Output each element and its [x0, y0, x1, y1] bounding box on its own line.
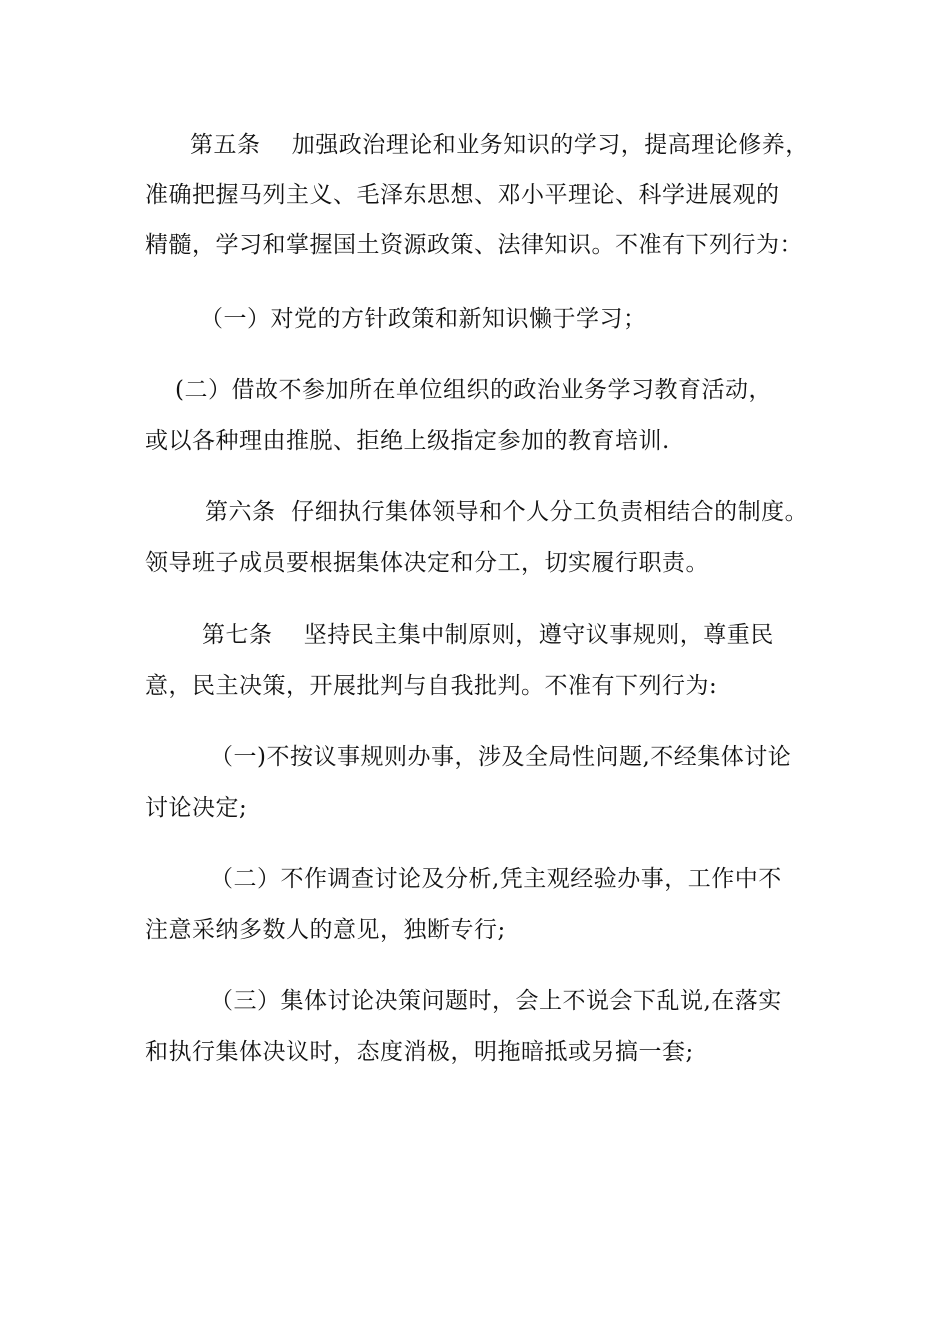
article-7-item-3-line-1: （三）集体讨论决策问题时，会上不说会下乱说,在落实 [210, 988, 782, 1014]
article-5-line-3: 精髓，学习和掌握国土资源政策、法律知识。不准有下列行为： [145, 232, 803, 258]
article-5-line-2: 准确把握马列主义、毛泽东思想、邓小平理论、科学进展观的 [145, 182, 780, 208]
article-7-item-3-line-2: 和执行集体决议时，态度消极，明拖暗抵或另搞一套; [145, 1039, 694, 1065]
article-7-item-2-line-1: （二）不作调查讨论及分析,凭主观经验办事，工作中不 [210, 866, 782, 892]
article-5-item-1: （一）对党的方针政策和新知识懒于学习； [200, 306, 647, 332]
article-6-line-2: 领导班子成员要根据集体决定和分工，切实履行职责。 [145, 550, 709, 576]
article-7-item-1-line-1: （一)不按议事规则办事，涉及全局性问题,不经集体讨论 [210, 744, 792, 770]
article-5-item-2-line-1: (二）借故不参加所在单位组织的政治业务学习教育活动， [175, 377, 772, 403]
article-7-line-2: 意，民主决策，开展批判与自我批判。不准有下列行为: [145, 673, 718, 699]
article-6-line-1: 第六条 仔细执行集体领导和个人分工负责相结合的制度。 [205, 499, 809, 525]
article-5-line-1: 第五条 加强政治理论和业务知识的学习，提高理论修养， [190, 132, 809, 158]
article-7-item-2-line-2: 注意采纳多数人的意见，独断专行; [145, 917, 506, 943]
article-7-line-1: 第七条 坚持民主集中制原则，遵守议事规则，尊重民 [202, 622, 774, 648]
article-7-item-1-line-2: 讨论决定; [145, 795, 248, 821]
article-5-item-2-line-2: 或以各种理由推脱、拒绝上级指定参加的教育培训. [145, 428, 670, 454]
